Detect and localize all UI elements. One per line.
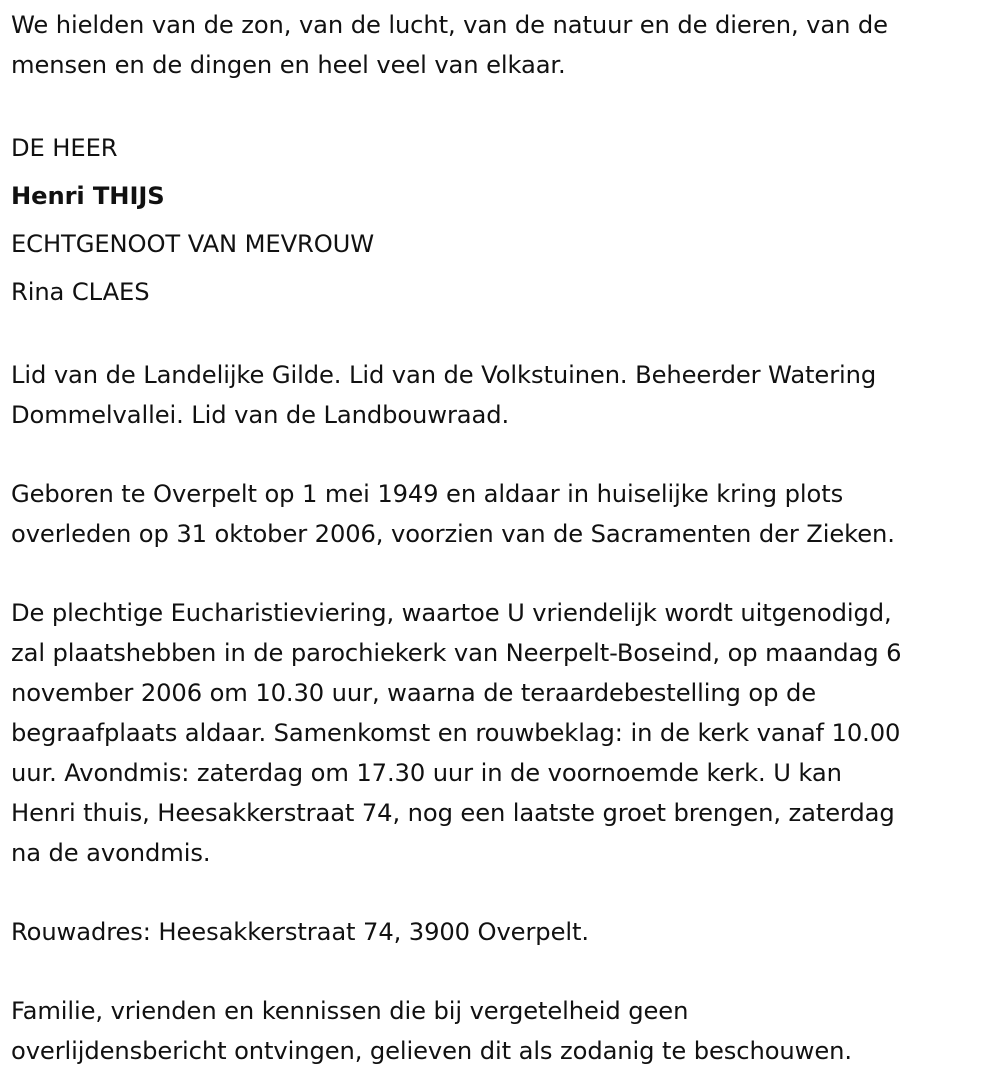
deceased-title: DE HEER <box>11 134 118 162</box>
deceased-name: Henri THIJS <box>11 182 165 210</box>
ceremony-line: zal plaatshebben in de parochiekerk van Neerpelt-Boseind, op maandag 6 <box>11 639 902 667</box>
memberships-paragraph <box>11 355 996 435</box>
memberships-line: Lid van de Landelijke Gilde. Lid van de Volkstuinen. Beheerder Watering <box>11 361 877 389</box>
ceremony-line: november 2006 om 10.30 uur, waarna de teraardebestelling op de <box>11 679 816 707</box>
ceremony-line: De plechtige Eucharistieviering, waartoe U vriendelijk wordt uitgenodigd, <box>11 599 892 627</box>
address-paragraph <box>11 912 996 952</box>
obituary-document <box>11 5 996 1071</box>
deceased-block <box>11 124 996 316</box>
intro-line: mensen en de dingen en heel veel van elkaar. <box>11 51 566 79</box>
intro-paragraph <box>11 5 996 85</box>
ceremony-paragraph <box>11 593 996 873</box>
spouse-name: Rina CLAES <box>11 278 150 306</box>
ceremony-line: begraafplaats aldaar. Samenkomst en rouwbeklag: in de kerk vanaf 10.00 <box>11 719 901 747</box>
intro-line: We hielden van de zon, van de lucht, van de natuur en de dieren, van de <box>11 11 888 39</box>
ceremony-line: na de avondmis. <box>11 839 211 867</box>
ceremony-line: uur. Avondmis: zaterdag om 17.30 uur in de voornoemde kerk. U kan <box>11 759 842 787</box>
closing-paragraph <box>11 991 996 1071</box>
relation-label: ECHTGENOOT VAN MEVROUW <box>11 230 375 258</box>
closing-line: overlijdensbericht ontvingen, gelieven dit als zodanig te beschouwen. <box>11 1037 852 1065</box>
birth-death-line: Geboren te Overpelt op 1 mei 1949 en aldaar in huiselijke kring plots <box>11 480 844 508</box>
address-line: Rouwadres: Heesakkerstraat 74, 3900 Overpelt. <box>11 918 589 946</box>
closing-line: Familie, vrienden en kennissen die bij vergetelheid geen <box>11 997 689 1025</box>
memberships-line: Dommelvallei. Lid van de Landbouwraad. <box>11 401 510 429</box>
birth-death-paragraph <box>11 474 996 554</box>
ceremony-line: Henri thuis, Heesakkerstraat 74, nog een laatste groet brengen, zaterdag <box>11 799 895 827</box>
birth-death-line: overleden op 31 oktober 2006, voorzien van de Sacramenten der Zieken. <box>11 520 895 548</box>
